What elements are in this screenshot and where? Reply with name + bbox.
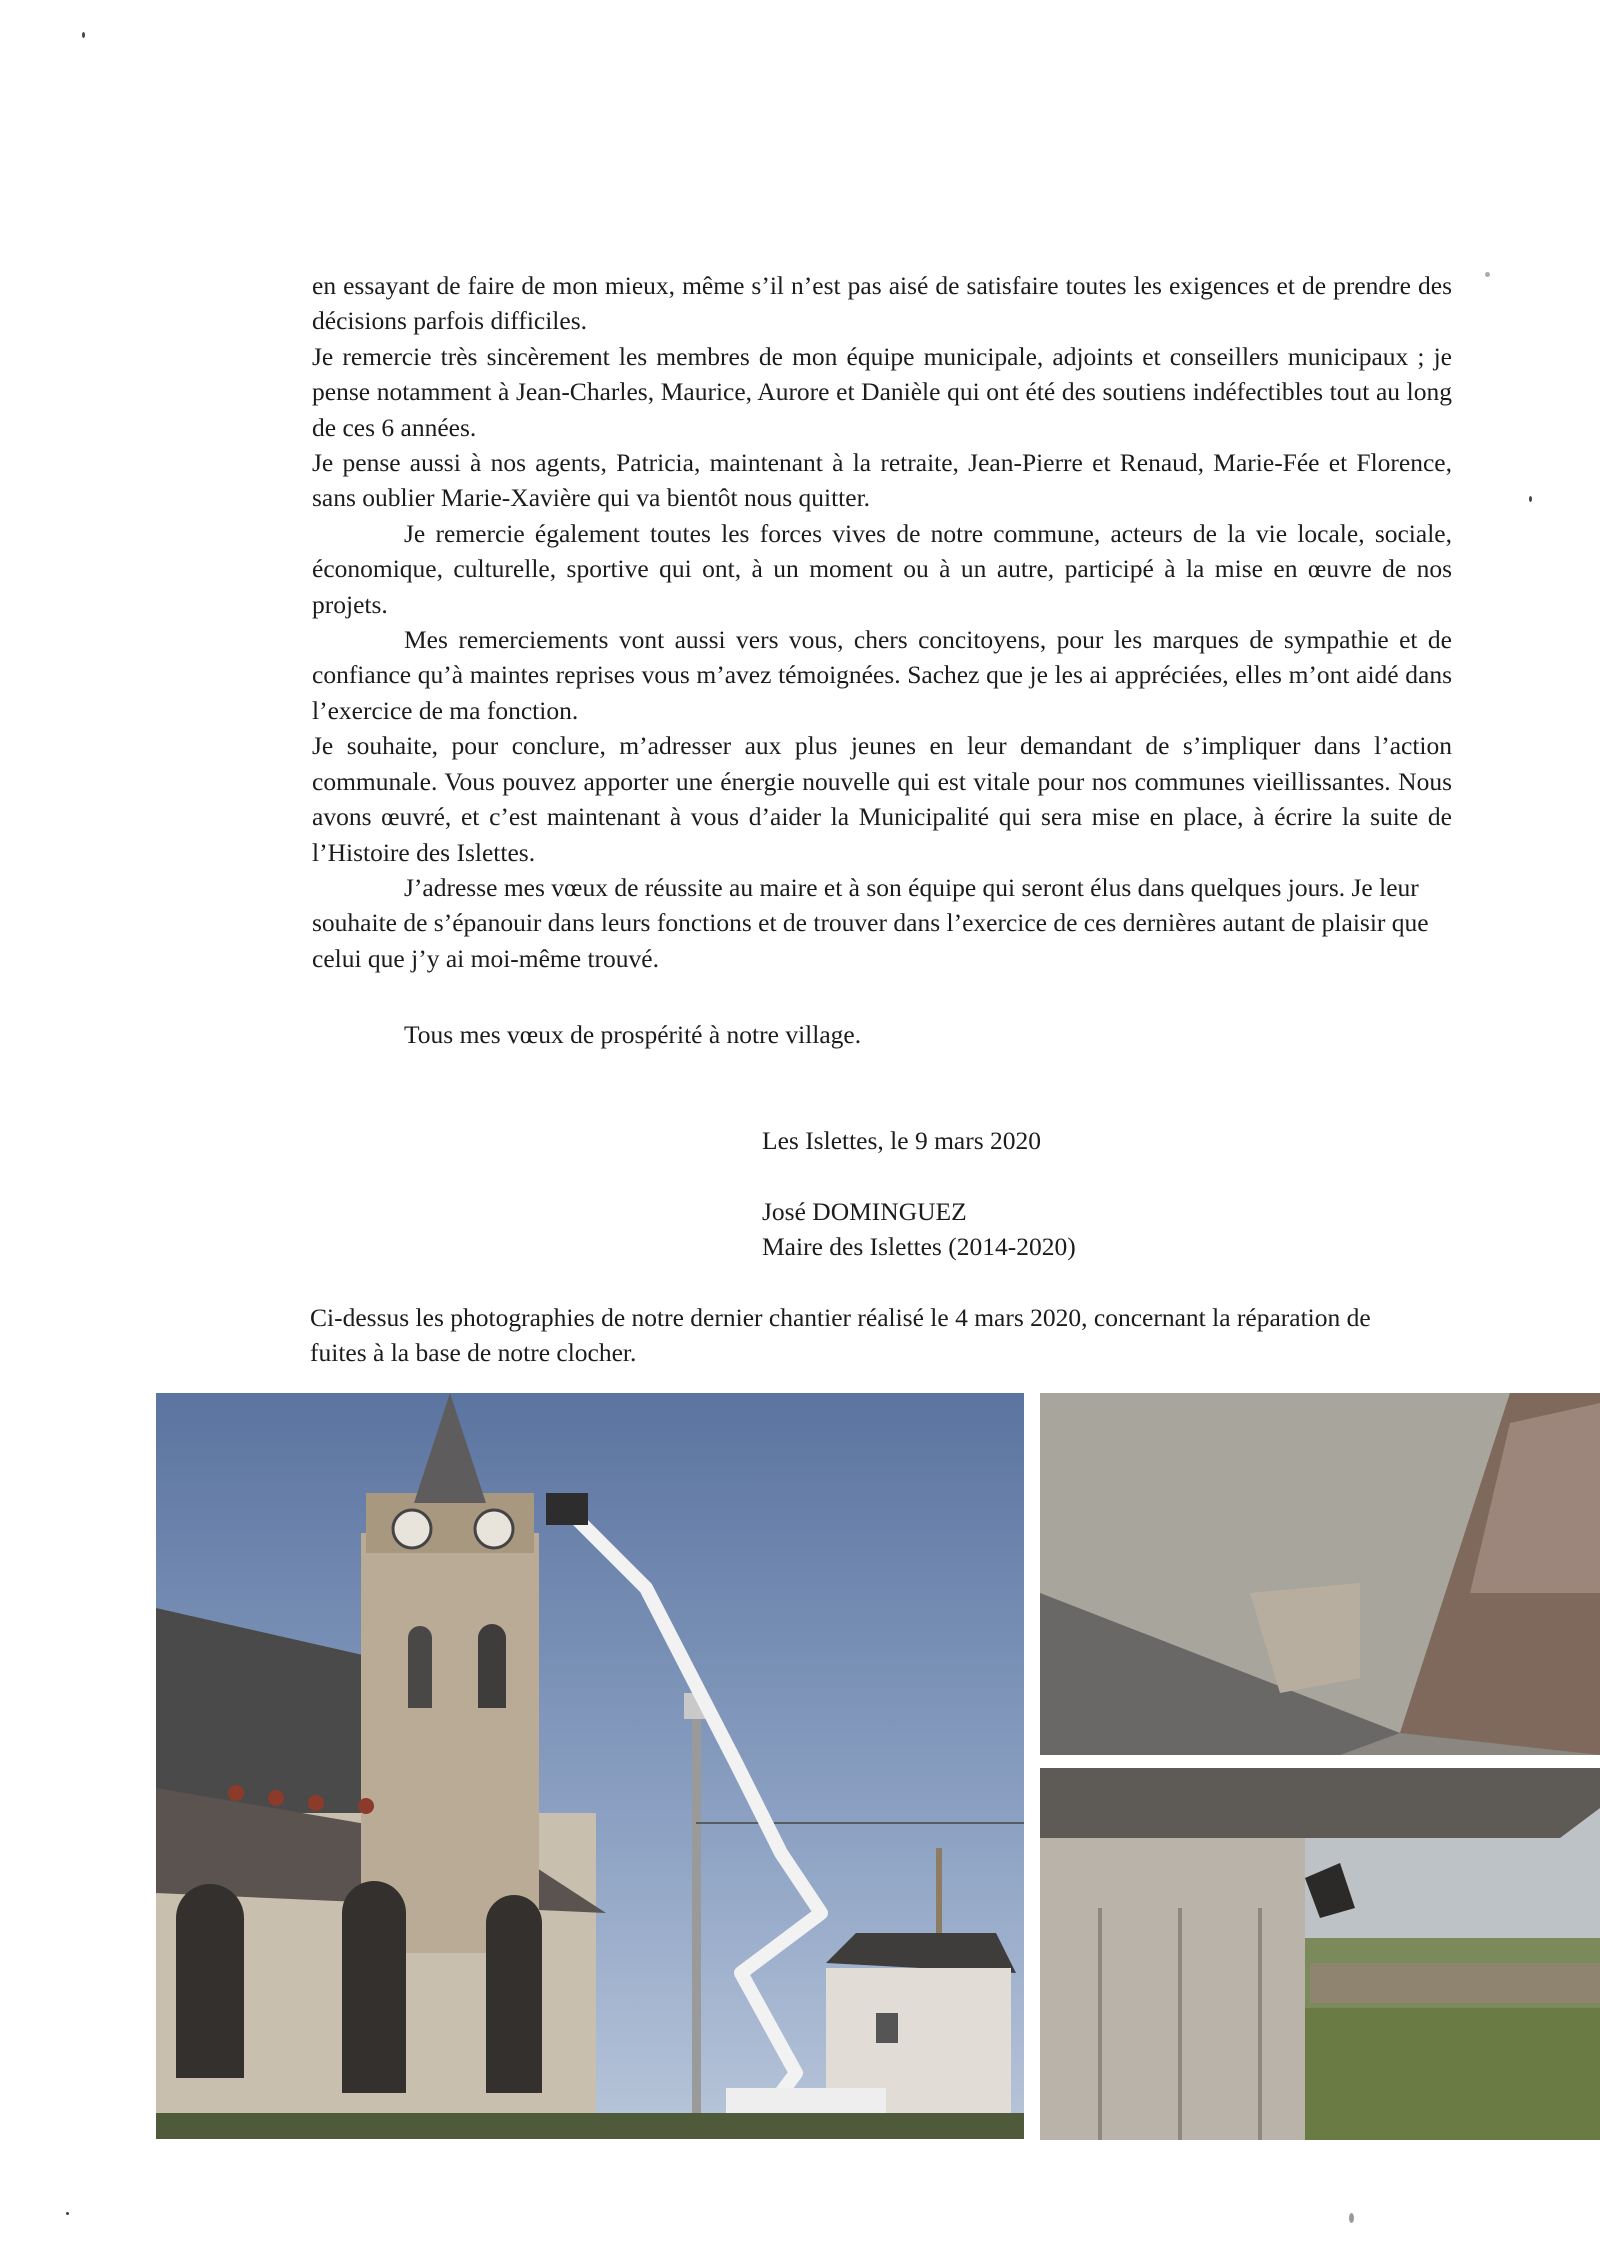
scan-speck — [1529, 496, 1532, 502]
ledge-village-photo — [1040, 1768, 1600, 2140]
scan-speck — [1485, 272, 1490, 277]
scan-speck — [1349, 2213, 1354, 2223]
church-lift-photo — [156, 1393, 1024, 2139]
scan-speck — [82, 32, 85, 38]
paragraph: Mes remerciements vont aussi vers vous, chers concitoyens, pour les marques de sympathie et de confiance qu’à maintes reprises vous m’avez témoignées. Sachez que je les ai appréciées, elles m’ont aidé dans l’exercice de ma fonction. — [312, 625, 1452, 725]
paragraph: en essayant de faire de mon mieux, même s’il n’est pas aisé de satisfaire toutes les exigences et de prendre des décisions parfois difficiles. — [312, 271, 1452, 336]
paragraph: Je remercie très sincèrement les membres de mon équipe municipale, adjoints et conseillers municipaux ; je pense notamment à Jean-Charles, Maurice, Aurore et Danièle qui ont été des soutiens indéfectibles tout au long de ces 6 années. — [312, 341, 1452, 442]
signatory-name: José DOMINGUEZ — [762, 1197, 967, 1226]
photo-caption: Ci-dessus les photographies de notre dernier chantier réalisé le 4 mars 2020, concernant la réparation de fuites à la base de notre clocher. — [310, 1303, 1371, 1367]
paragraph: Je souhaite, pour conclure, m’adresser aux plus jeunes en leur demandant de s’impliquer dans l’action communale. Vous pouvez apporter une énergie nouvelle qui est vitale pour nos communes vieillissantes. Nous avons œuvré, et c’est maintenant à vous d’aider la Municipalité qui sera mise en place, à écrire la suite de l’Histoire des Islettes. — [312, 731, 1452, 867]
paragraph: J’adresse mes vœux de réussite au maire et à son équipe qui seront élus dans quelques jours. Je leur souhaite de s’épanouir dans leurs fonctions et de trouver dans l’exercice de ces dernières autant de plaisir que celui que j’y ai moi-même trouvé. — [312, 872, 1429, 973]
paragraph: Je pense aussi à nos agents, Patricia, maintenant à la retraite, Jean-Pierre et Renaud, Marie-Fée et Florence, sans oublier Marie-Xavière qui va bientôt nous quitter. — [312, 448, 1452, 513]
scan-speck — [66, 2212, 69, 2215]
signatory-title: Maire des Islettes (2014-2020) — [762, 1232, 1076, 1261]
tower-base-photo — [1040, 1393, 1600, 1755]
paragraph: Je remercie également toutes les forces vives de notre commune, acteurs de la vie locale, sociale, économique, culturelle, sportive qui ont, à un moment ou à un autre, participé à la mise en œuvre de nos projets. — [312, 518, 1452, 619]
place-date: Les Islettes, le 9 mars 2020 — [762, 1126, 1042, 1155]
letter-body — [312, 268, 1452, 976]
closing-wish: Tous mes vœux de prospérité à notre village. — [404, 1020, 862, 1049]
